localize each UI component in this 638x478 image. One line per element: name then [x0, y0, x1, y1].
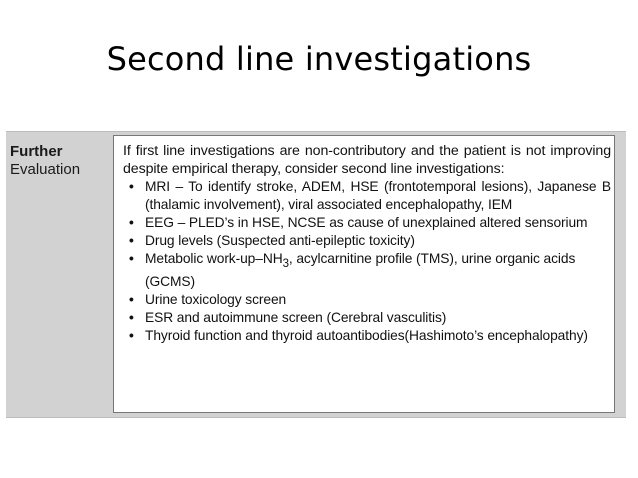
list-item-text: Drug levels (Suspected anti-epileptic toxicity): [145, 233, 415, 248]
list-item-drug-levels: [123, 232, 611, 250]
bullet-icon: •: [129, 309, 134, 325]
row-label-line-2: Evaluation: [10, 161, 81, 178]
list-item-esr: [123, 309, 611, 327]
intro-text: If first line investigations are non-contributory and the patient is not improving despite empirical therapy, consider second line investigations:: [123, 143, 611, 177]
list-item-urine-toxicology: [123, 291, 611, 309]
list-item-text: MRI – To identify stroke, ADEM, HSE (frontotemporal lesions), Japanese B (thalamic involvement), viral associated encephalopathy, IEM: [145, 179, 611, 212]
bullet-icon: •: [129, 251, 134, 266]
bullet-icon: •: [129, 327, 134, 343]
list-item-text-before: Metabolic work-up–NH: [145, 251, 283, 266]
list-item-metabolic: [123, 250, 611, 291]
subscript-text: 3: [282, 257, 289, 270]
list-item-text-after: , acylcarnitine profile (TMS), urine organic acids (GCMS): [145, 251, 576, 289]
bullet-icon: •: [129, 233, 134, 248]
list-item-text: ESR and autoimmune screen (Cerebral vasculitis): [145, 309, 447, 325]
list-item-mri: [123, 178, 611, 214]
list-item-text: EEG – PLED’s in HSE, NCSE as cause of unexplained altered sensorium: [145, 215, 588, 230]
slide-title: Second line investigations: [106, 40, 532, 78]
scanned-table-image: [6, 131, 626, 418]
list-item-thyroid: [123, 327, 611, 345]
bullet-icon: •: [129, 215, 134, 230]
row-label: [10, 143, 80, 179]
content-cell: [113, 135, 615, 413]
list-item-eeg: [123, 214, 611, 232]
row-label-line-1: Further: [10, 143, 63, 160]
investigation-list: [123, 178, 611, 345]
list-item-text: Thyroid function and thyroid autoantibodies(Hashimoto’s encephalopathy): [145, 327, 588, 343]
list-item-text: Urine toxicology screen: [145, 291, 287, 307]
bullet-icon: •: [129, 291, 134, 307]
bullet-icon: •: [129, 179, 134, 194]
